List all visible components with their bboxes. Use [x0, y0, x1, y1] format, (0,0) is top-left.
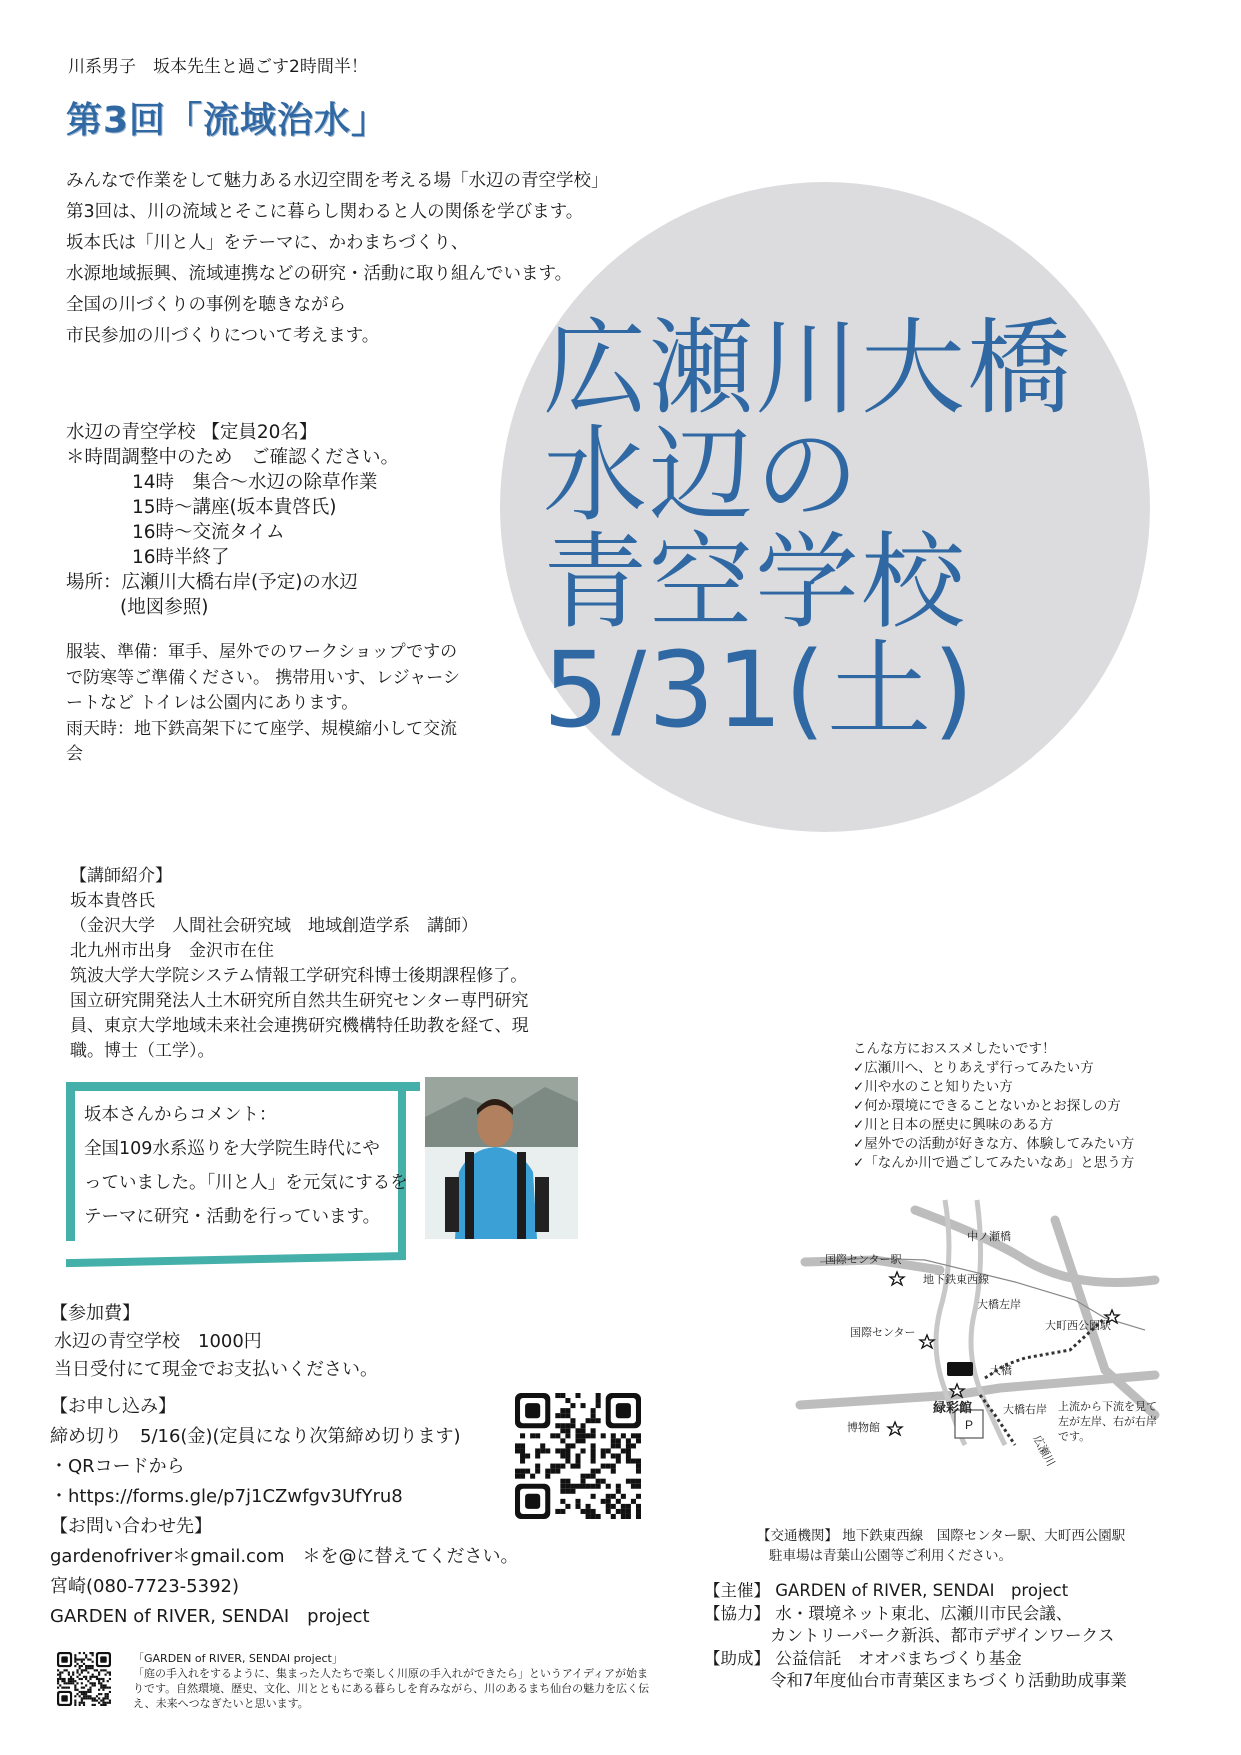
intro-line: 市民参加の川づくりについて考えます。 — [66, 326, 380, 346]
fee-payment: 当日受付にて現金でお支払いください。 — [54, 1359, 378, 1380]
station-star-icon — [920, 1335, 934, 1348]
comment-line: テーマに研究・活動を行っています。 — [84, 1207, 381, 1227]
contact-heading: 【お問い合わせ先】 — [50, 1516, 212, 1537]
lecturer-line: 国立研究開発法人土木研究所自然共生研究センター専門研究 — [70, 991, 529, 1011]
contact-email: gardenofriver＊gmail.com ＊を@に替えてください。 — [50, 1546, 519, 1567]
org-host: 【主催】 GARDEN of RIVER, SENDAI project — [704, 1581, 1069, 1600]
apply-url[interactable]: ・https://forms.gle/p7j1CZwfgv3UfYru8 — [50, 1486, 403, 1507]
intro-line: 水源地域振興、流域連携などの研究・活動に取り組んでいます。 — [66, 264, 573, 284]
org-grant: 令和7年度仙台市青葉区まちづくり活動助成事業 — [770, 1671, 1127, 1690]
headline-line3: 青空学校 — [543, 521, 968, 643]
map-label-river: 広瀬川 — [1030, 1433, 1057, 1469]
bus-icon — [947, 1362, 973, 1376]
map-label-kokusai-center: 国際センター — [850, 1327, 916, 1339]
schedule — [66, 420, 399, 620]
intro-line: 坂本氏は「川と人」をテーマに、かわまちづくり、 — [66, 233, 469, 253]
map-label-ohashi-left: 大橋左岸 — [977, 1299, 1021, 1311]
schedule-item: 15時～講座(坂本貴啓氏) — [132, 497, 337, 518]
apply-heading: 【お申し込み】 — [50, 1396, 176, 1417]
apply-deadline: 締め切り 5/16(金)(定員になり次第締め切ります) — [50, 1426, 461, 1447]
qr-code-footer[interactable] — [57, 1652, 111, 1706]
map-label-tozai-line: 地下鉄東西線 — [923, 1274, 989, 1286]
qr-code-apply[interactable] — [515, 1393, 641, 1519]
access-info — [757, 1526, 1125, 1566]
lecturer-line: 員、東京大学地域未来社会連携研究機構特任助教を経て、現 — [70, 1016, 529, 1036]
lecturer-line: 坂本貴啓氏 — [70, 891, 155, 911]
org-coop: カントリーパーク新浜、都市デザインワークス — [770, 1626, 1115, 1645]
fee-heading: 【参加費】 — [50, 1303, 140, 1324]
headline-line2: 水辺の — [543, 414, 862, 536]
schedule-place-note: (地図参照) — [120, 597, 209, 618]
schedule-note: ＊時間調整中のため ご確認ください。 — [66, 447, 400, 468]
recommend-item: ✓屋外での活動が好きな方、体験してみたい方 — [853, 1136, 1135, 1152]
intro-line: みんなで作業をして魅力ある水辺空間を考える場「水辺の青空学校」 — [66, 171, 609, 191]
org-coop: 【協力】 水・環境ネット東北、広瀬川市民会議、 — [704, 1603, 1073, 1623]
map-label-ohashi: 大橋 — [990, 1365, 1012, 1377]
comment-text — [84, 1098, 408, 1234]
fee-section — [50, 1300, 378, 1384]
schedule-item: 16時半終了 — [132, 547, 230, 568]
footer-project-name: 「GARDEN of RIVER, SENDAI project」 — [133, 1652, 343, 1665]
recommend-item: ✓川や水のこと知りたい方 — [853, 1079, 1013, 1095]
intro-text — [66, 166, 609, 352]
comment-line: っていました。「川と人」を元気にするを — [84, 1173, 408, 1193]
lecturer-photo — [425, 1077, 578, 1239]
recommend-list — [853, 1040, 1134, 1173]
organizers — [704, 1580, 1127, 1693]
recommend-item: ✓広瀬川へ、とりあえず行ってみたい方 — [853, 1060, 1094, 1076]
map-label-nakanose: 中ノ瀬橋 — [967, 1231, 1011, 1243]
access-line: 駐車場は青葉山公園等ご利用ください。 — [769, 1548, 1012, 1564]
schedule-item: 16時～交流タイム — [132, 522, 285, 543]
schedule-place: 場所：広瀬川大橋右岸(予定)の水辺 — [66, 572, 358, 593]
intro-line: 全国の川づくりの事例を聴きながら — [66, 295, 346, 315]
comment-line: 全国109水系巡りを大学院生時代にや — [84, 1139, 380, 1159]
map-label-ryokusaikan: 緑彩館 — [933, 1400, 973, 1415]
lecturer-line: 職。博士（工学）。 — [70, 1041, 215, 1061]
recommend-item: ✓川と日本の歴史に興味のある方 — [853, 1117, 1054, 1133]
map-label-ohashi-right: 大橋右岸 — [1003, 1404, 1047, 1416]
map-label-parking: P — [965, 1418, 974, 1432]
lecturer-line: 筑波大学大学院システム情報工学研究科博士後期課程修了。 — [70, 966, 528, 986]
recommend-item: ✓「なんか川で過ごしてみたいなあ」と思う方 — [853, 1155, 1135, 1171]
headline-date: 5/31(土) — [543, 629, 976, 751]
notes-rain: 雨天時：地下鉄高架下にて座学、規模縮小して交流会 — [66, 718, 457, 764]
comment-line: 坂本さんからコメント： — [84, 1105, 277, 1125]
headline-line1: 広瀬川大橋 — [543, 307, 1074, 429]
subtitle: 川系男子 坂本先生と過ごす2時間半！ — [68, 57, 368, 77]
notes-clothing: 服装、準備：軍手、屋外でのワークショップですので防寒等ご準備ください。 携帯用いす、レジャーシートなど トイレは公園内にあります。 — [66, 642, 460, 713]
map-note: 上流から下流を見て左が左岸、右が右岸です。 — [1058, 1400, 1157, 1443]
recommend-item: ✓何か環境にできることないかとお探しの方 — [853, 1098, 1121, 1114]
footer-description: 「庭の手入れをするように、集まった人たちで楽しく川原の手入れができたら」というアイディアが始まりです。自然環境、歴史、文化、川とともにある暮らしを育みながら、川のあるまち仙台の魅力を広く伝え、未来へつなぎたいと思います。 — [133, 1667, 650, 1710]
notes — [66, 640, 466, 768]
lecturer-heading: 【講師紹介】 — [70, 866, 172, 886]
station-star-icon — [888, 1422, 902, 1435]
lecturer-bio — [70, 864, 529, 1064]
contact-org: GARDEN of RIVER, SENDAI project — [50, 1606, 370, 1627]
apply-qr: ・QRコードから — [50, 1456, 185, 1477]
map-label-kokusai-station: 国際センター駅 — [825, 1254, 902, 1266]
page-title: 第3回「流域治水」 — [66, 100, 389, 141]
fee-amount: 水辺の青空学校 1000円 — [54, 1331, 262, 1352]
station-star-icon — [890, 1272, 904, 1285]
org-grant: 【助成】 公益信託 オオバまちづくり基金 — [704, 1648, 1022, 1668]
map-label-museum: 博物館 — [847, 1422, 880, 1434]
contact-phone: 宮崎(080-7723-5392) — [50, 1576, 240, 1597]
lecturer-line: 北九州市出身 金沢市在住 — [70, 941, 274, 961]
lecturer-line: （金沢大学 人間社会研究域 地域創造学系 講師） — [70, 916, 478, 936]
recommend-heading: こんな方におススメしたいです！ — [853, 1041, 1056, 1057]
intro-line: 第3回は、川の流域とそこに暮らし関わると人の関係を学びます。 — [66, 202, 584, 222]
schedule-item: 14時 集合～水辺の除草作業 — [132, 472, 378, 493]
apply-section — [50, 1392, 518, 1632]
map-label-omachi-station: 大町西公園駅 — [1045, 1320, 1111, 1332]
footer-text — [133, 1651, 653, 1711]
access-line: 【交通機関】 地下鉄東西線 国際センター駅、大町西公園駅 — [757, 1528, 1126, 1544]
schedule-heading: 水辺の青空学校 【定員20名】 — [66, 422, 318, 443]
